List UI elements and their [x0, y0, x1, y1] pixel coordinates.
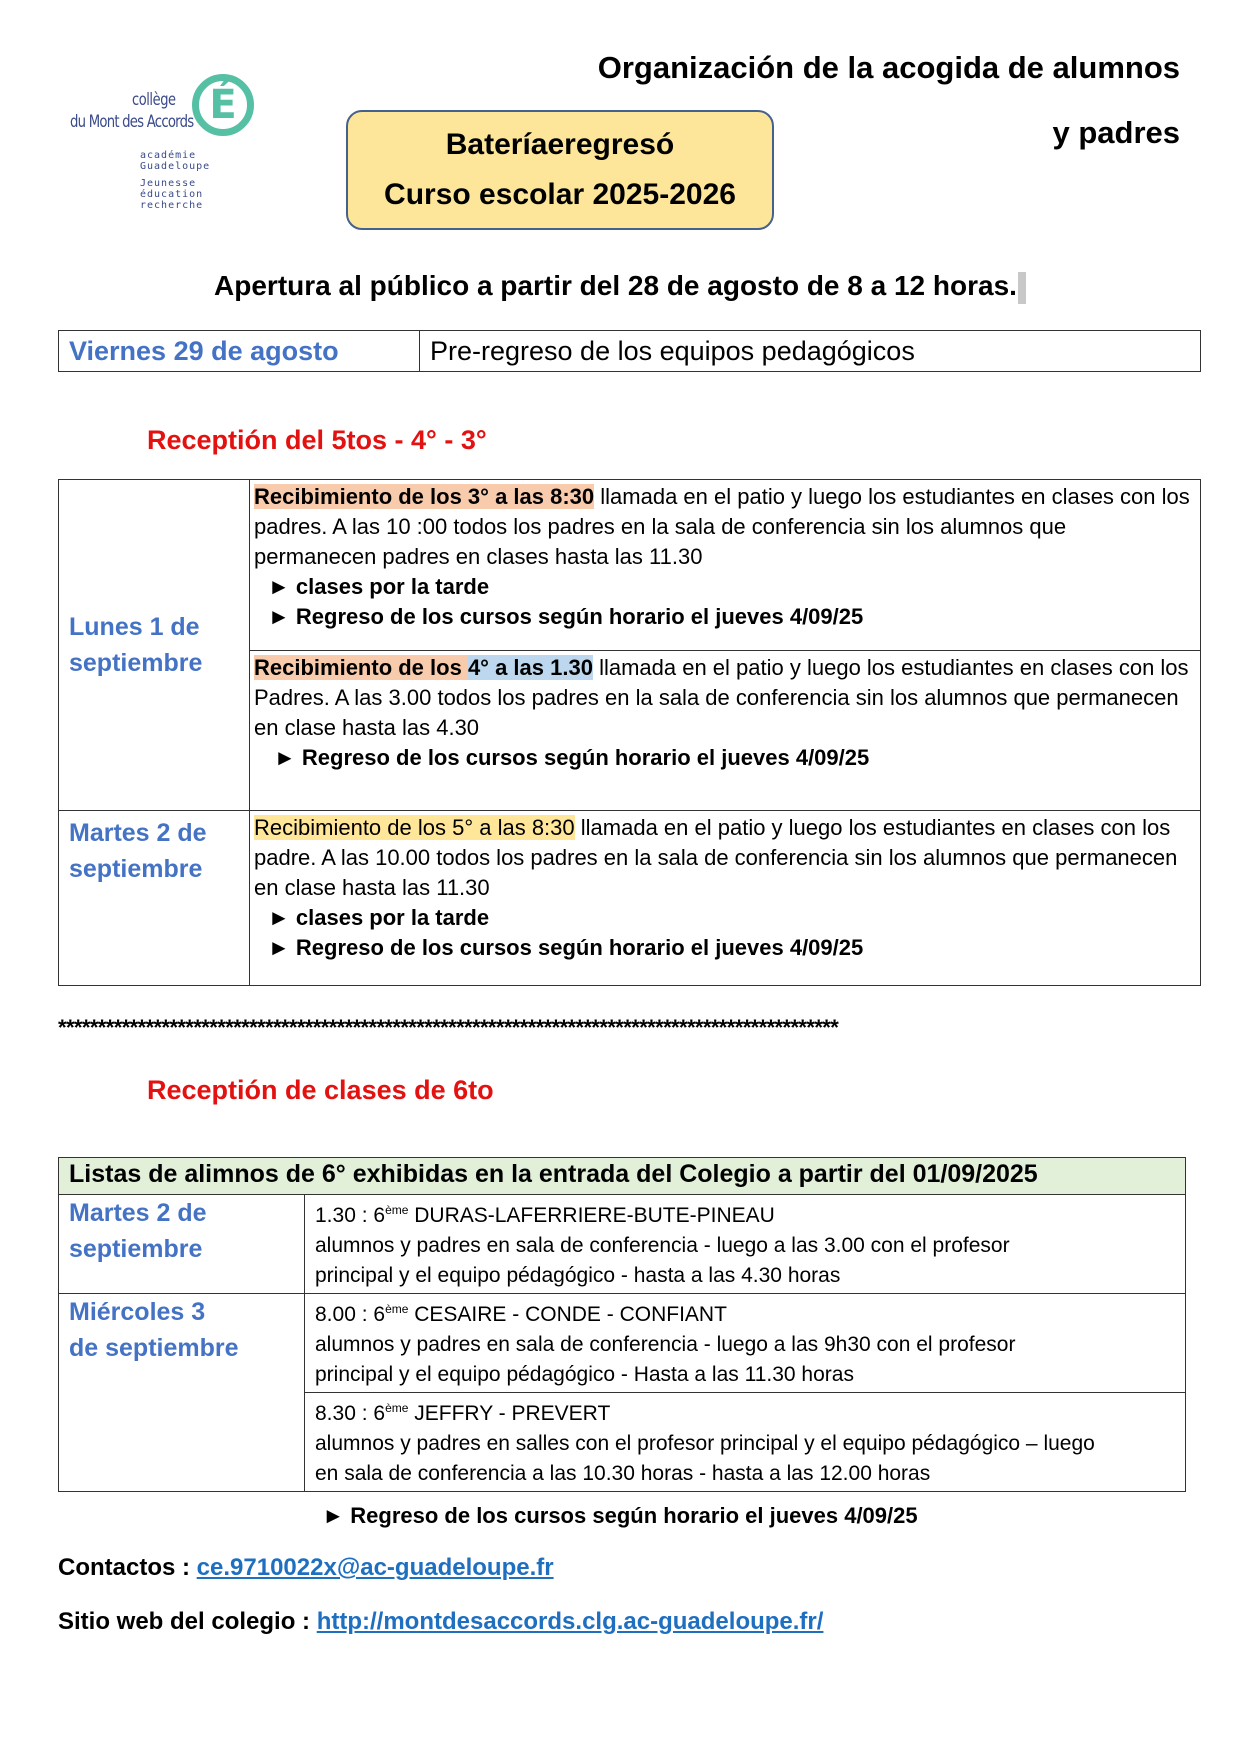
reception-5eme — [250, 811, 1201, 986]
text: principal y el equipo pédagógico - Hasta a las 11.30 horas — [315, 1363, 854, 1386]
text: en clase hasta las 4.30 — [254, 714, 480, 740]
separator-line: ************************************************************************************************** — [58, 1015, 839, 1040]
highlight-3eme: Recibimiento de los 3° a las 8:30 — [254, 484, 595, 509]
text: permanecen padres en clases hasta las 11.30 — [254, 544, 703, 569]
bullet-item: ► Regreso de los cursos según horario el jueves 4/09/25 — [268, 935, 864, 960]
opening-notice-text: Apertura al público a partir del 28 de agosto de 8 a 12 horas. — [214, 270, 1017, 301]
section-title-6eme: Receptión de clases de 6to — [147, 1075, 494, 1105]
text: principal y el equipo pédagógico - hasta a las 4.30 horas — [315, 1264, 841, 1287]
table-row — [59, 811, 1201, 986]
school-year-box-line1: Bateríaeregresó — [445, 128, 675, 161]
entry-cell — [305, 1294, 1186, 1393]
logo-academie-line: Guadeloupe — [140, 161, 211, 172]
day-cell-miercoles — [59, 1294, 305, 1492]
section-title-5-4-3: Receptión del 5tos - 4° - 3° — [147, 425, 487, 455]
logo-ministry — [140, 178, 203, 211]
bullet-item: ► clases por la tarde — [268, 574, 490, 599]
logo-e-icon: É — [192, 74, 254, 136]
day-label: Martes 2 de — [69, 1199, 207, 1227]
table-header: Listas de alimnos de 6° exhibidas en la entrada del Colegio a partir del 01/09/2025 — [59, 1158, 1186, 1195]
day-label: Lunes 1 de — [69, 613, 200, 641]
text: alumnos y padres en salles con el profesor principal y el equipo pédagógico – luego — [315, 1432, 1095, 1455]
reception-3eme-line1 — [254, 482, 1196, 512]
text: padres. A las 10 :00 todos los padres en la sala de conferencia sin los alumnos que — [254, 514, 1067, 539]
highlight-5eme: Recibimiento de los 5° a las 8:30 — [254, 815, 575, 840]
text: Padres. A las 3.00 todos los padres en la sala de conferencia sin los alumnos que permanecen — [254, 684, 1179, 710]
day-label: Miércoles 3 — [69, 1298, 206, 1326]
day-label: septiembre — [69, 855, 203, 883]
text: llamada en el patio y luego los estudiantes en clases con los — [592, 654, 1189, 680]
sixth-grade-table — [58, 1157, 1186, 1492]
website-label: Sitio web del colegio : — [58, 1608, 317, 1635]
logo-ministry-line: Jeunesse — [140, 178, 197, 189]
day-label: septiembre — [69, 649, 203, 677]
school-year-box — [346, 110, 774, 230]
entry-title — [315, 1195, 1175, 1231]
entry-cell — [305, 1393, 1186, 1492]
entry-time: 1.30 : 6 — [315, 1204, 386, 1227]
superscript: ème — [385, 1401, 409, 1415]
entry-classes: CESAIRE - CONDE - CONFIANT — [408, 1303, 727, 1326]
bullet-item: ► clases por la tarde — [268, 905, 490, 930]
day-label: Martes 2 de — [69, 819, 207, 847]
day-cell-martes-6 — [59, 1195, 305, 1294]
day-label: septiembre — [69, 1235, 203, 1263]
bullet-item: ► Regreso de los cursos según horario el jueves 4/09/25 — [268, 604, 864, 629]
logo-ministry-line: recherche — [140, 200, 204, 211]
entry-classes: DURAS-LAFERRIERE-BUTE-PINEAU — [408, 1204, 775, 1227]
entry-classes: JEFFRY - PREVERT — [408, 1402, 611, 1425]
table-row — [59, 1294, 1186, 1393]
page-title-line2: y padres — [1052, 115, 1180, 150]
text: en clase hasta las 11.30 — [254, 875, 490, 900]
website-link[interactable]: http://montdesaccords.clg.ac-guadeloupe.fr/ — [316, 1608, 824, 1635]
logo-ministry-line: éducation — [140, 189, 204, 200]
logo-college-text: collège — [132, 90, 176, 110]
entry-cell — [305, 1195, 1186, 1294]
logo-name-text: du Mont des Accords — [70, 112, 194, 132]
text: padre. A las 10.00 todos los padres en la sala de conferencia sin los alumnos que permanecen — [254, 845, 1178, 870]
pre-return-desc: Pre-regreso de los equipos pedagógicos — [420, 331, 1201, 372]
reception-table — [58, 479, 1201, 986]
text: alumnos y padres en sala de conferencia - luego a las 9h30 con el profesor — [315, 1333, 1016, 1356]
pre-return-table — [58, 330, 1201, 372]
pre-return-day: Viernes 29 de agosto — [59, 331, 420, 372]
highlight-4eme-b: 4° a las 1.30 — [467, 654, 593, 680]
table-row — [59, 480, 1201, 651]
contact-label: Contactos : — [58, 1554, 197, 1581]
logo-academie-line: académie — [140, 150, 197, 161]
reception-5eme-line1 — [254, 813, 1196, 843]
college-logo — [62, 62, 262, 232]
entry-time: 8.30 : 6 — [315, 1402, 386, 1425]
text: llamada en el patio y luego los estudiantes en clases con los — [594, 484, 1190, 509]
entry-title — [315, 1294, 1175, 1330]
entry-time: 8.00 : 6 — [315, 1303, 386, 1326]
contact-email-link[interactable]: ce.9710022x@ac-guadeloupe.fr — [196, 1554, 554, 1581]
day-label: de septiembre — [69, 1334, 239, 1362]
reception-4eme — [250, 650, 1201, 810]
table-row — [59, 331, 1201, 372]
text-cursor — [1018, 272, 1026, 304]
day-cell-lunes — [59, 480, 250, 811]
return-to-classes-note: ► Regreso de los cursos según horario el jueves 4/09/25 — [322, 1503, 918, 1528]
reception-3eme — [250, 480, 1201, 651]
text: en sala de conferencia a las 10.30 horas - hasta a las 12.00 horas — [315, 1462, 931, 1485]
table-row — [59, 1195, 1186, 1294]
school-year-box-line2: Curso escolar 2025-2026 — [384, 178, 736, 211]
opening-notice — [0, 270, 1240, 304]
website-line — [58, 1608, 823, 1636]
superscript: ème — [385, 1302, 409, 1316]
contact-line — [58, 1554, 554, 1582]
logo-academie — [140, 150, 210, 172]
superscript: ème — [385, 1203, 409, 1217]
highlight-4eme-a: Recibimiento de los — [254, 654, 468, 680]
text: alumnos y padres en sala de conferencia - luego a las 3.00 con el profesor — [315, 1234, 1010, 1257]
table-header-row — [59, 1158, 1186, 1195]
reception-4eme-line1 — [254, 653, 1196, 683]
entry-title — [315, 1393, 1175, 1429]
day-cell-martes — [59, 811, 250, 986]
text: llamada en el patio y luego los estudiantes en clases con los — [574, 815, 1171, 840]
page-title-line1: Organización de la acogida de alumnos — [597, 50, 1180, 85]
bullet-item: ► Regreso de los cursos según horario el jueves 4/09/25 — [274, 744, 870, 770]
